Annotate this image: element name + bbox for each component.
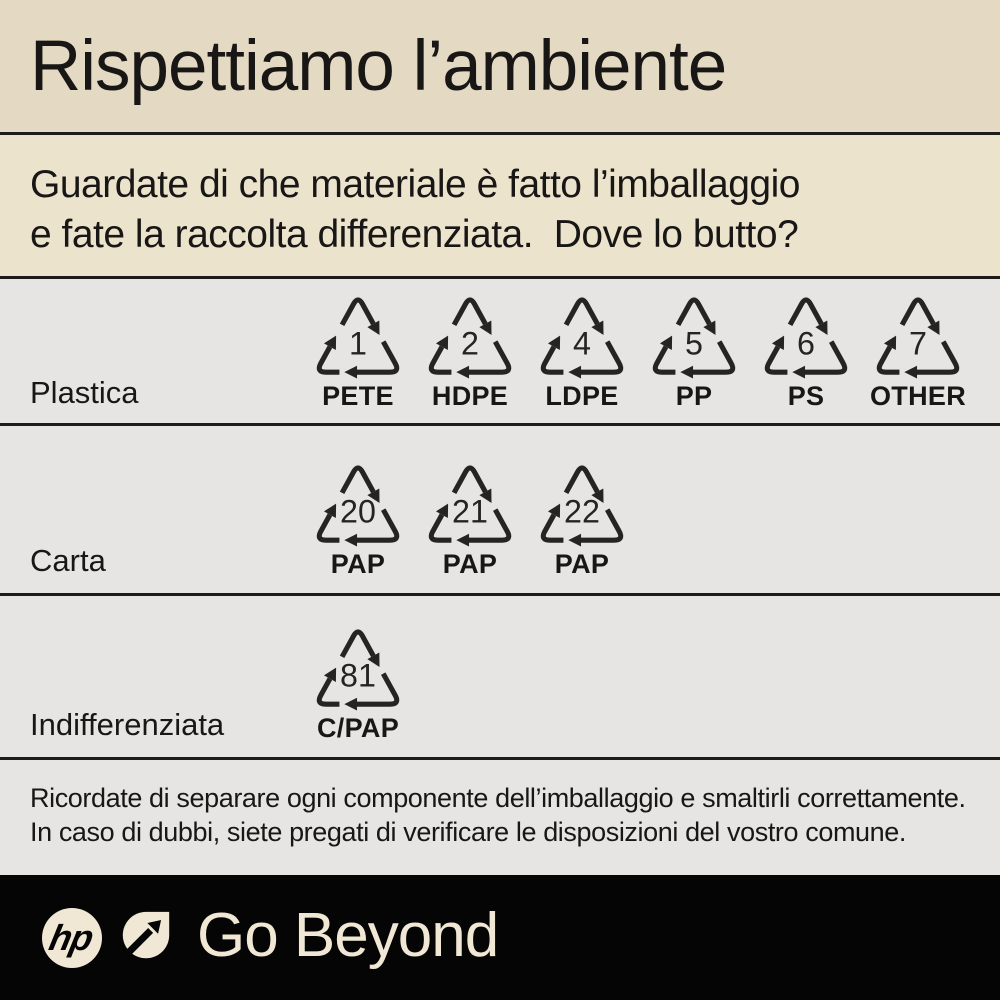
recycling-triangle-icon xyxy=(868,291,968,379)
intro-line-2: e fate la raccolta differenziata. Dove lo butto? xyxy=(30,212,799,256)
material-code-label: PAP xyxy=(554,549,610,579)
material-code-label: PETE xyxy=(322,381,394,411)
recycling-code-number: 2 xyxy=(461,325,479,362)
material-symbol xyxy=(638,291,750,411)
recycling-code-number: 81 xyxy=(340,657,376,694)
page-title: Rispettiamo l’ambiente xyxy=(30,26,727,106)
material-code-label: LDPE xyxy=(545,381,619,411)
intro-band xyxy=(0,135,1000,279)
recycling-triangle-icon xyxy=(420,459,520,547)
intro-line-1: Guardate di che materiale è fatto l’imballaggio xyxy=(30,162,800,206)
material-symbol xyxy=(302,291,414,411)
symbol-strip xyxy=(302,623,414,743)
material-code-label: PS xyxy=(787,381,825,411)
recycling-triangle-icon xyxy=(308,623,408,711)
recycling-code-number: 22 xyxy=(564,493,600,530)
footnote-line-1: Ricordate di separare ogni componente dell’imballaggio e smaltirli correttamente. xyxy=(30,783,966,813)
material-symbol xyxy=(414,291,526,411)
material-code-label: PP xyxy=(675,381,713,411)
hp-logo-icon xyxy=(42,908,102,968)
material-code-label: PAP xyxy=(442,549,498,579)
recycling-triangle-icon xyxy=(308,459,408,547)
material-category-label: Plastica xyxy=(30,375,139,410)
materials-table xyxy=(0,279,1000,760)
material-symbol xyxy=(750,291,862,411)
footnote xyxy=(0,760,1000,875)
symbol-strip xyxy=(302,291,974,411)
recycling-code-number: 6 xyxy=(797,325,815,362)
material-symbol xyxy=(302,623,414,743)
material-symbol xyxy=(526,459,638,579)
material-row-plastica xyxy=(0,279,1000,426)
material-row-indifferenziata xyxy=(0,596,1000,760)
material-symbol xyxy=(862,291,974,411)
footnote-line-2: In caso di dubbi, siete pregati di verificare le disposizioni del vostro comune. xyxy=(30,817,906,847)
go-beyond-arrow-icon xyxy=(117,903,175,973)
material-row-carta xyxy=(0,426,1000,596)
brand-tagline: Go Beyond xyxy=(197,901,499,970)
material-symbol xyxy=(302,459,414,579)
header-band xyxy=(0,0,1000,135)
recycling-triangle-icon xyxy=(420,291,520,379)
recycling-code-number: 1 xyxy=(349,325,367,362)
recycling-triangle-icon xyxy=(308,291,408,379)
brand-bar xyxy=(0,875,1000,1000)
material-code-label: PAP xyxy=(330,549,386,579)
recycling-triangle-icon xyxy=(532,291,632,379)
recycling-code-number: 4 xyxy=(573,325,591,362)
recycling-code-number: 21 xyxy=(452,493,488,530)
recycling-triangle-icon xyxy=(756,291,856,379)
material-category-label: Indifferenziata xyxy=(30,707,225,742)
recycling-triangle-icon xyxy=(532,459,632,547)
material-symbol xyxy=(414,459,526,579)
material-code-label: HDPE xyxy=(431,381,509,411)
hp-logo-text: hp xyxy=(45,916,97,958)
recycling-code-number: 20 xyxy=(340,493,376,530)
material-category-label: Carta xyxy=(30,543,106,578)
material-code-label: C/PAP xyxy=(316,713,399,743)
recycling-code-number: 7 xyxy=(909,325,927,362)
material-code-label: OTHER xyxy=(870,381,966,411)
symbol-strip xyxy=(302,459,638,579)
material-symbol xyxy=(526,291,638,411)
recycling-code-number: 5 xyxy=(685,325,703,362)
recycling-triangle-icon xyxy=(644,291,744,379)
